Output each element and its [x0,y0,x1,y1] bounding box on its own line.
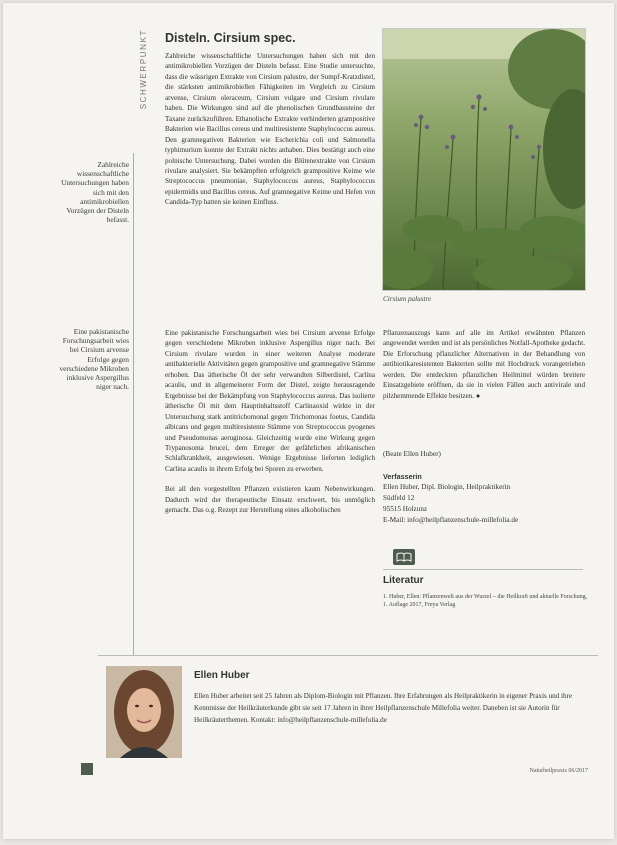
footer-publication: Naturheilpraxis 06/2017 [529,768,588,774]
author-line: 95515 Holzunz [383,505,428,513]
author-email[interactable]: E-Mail: info@heilpflanzenschule-millefolia.de [383,516,519,524]
article-column-b [165,328,375,516]
literature-divider [383,569,583,570]
column-divider [133,153,134,655]
author-bio [98,655,598,778]
article-column-a [165,51,375,208]
paragraph: Zahlreiche wissenschaftliche Untersuchungen haben sich mit den antimikrobiellen Vorzügen der Disteln befasst. Eine Studie untersuchte, dass die wässrigen Extrakte von Cirsium palustre, der Sumpf-Kratzdistel, die stärksten antimikrobiellen Fähigkeiten im Vergleich zu Cirsium arvense, Cirsium oleraceum, Cirsium vulgare und Cirsium rivulare haben. Die Wirkungen sind auf die phenolischen Grundbausteine der Taxane zurückzuführen. Ethanolische Extrakte verhinderten grampositive Bakterien wie Bacillus cereus und multiresistente Staphylococcus aureus. Den gramnegativen Bakterien wie Escherichia coli und Salmonella typhimurium konnte der Extrakt nichts anhaben. Dies bestätigt auch eine polnische Untersuchung. Dabei wurden die Blütenextrakte von Cirsium rivulare analysiert. Sie bekämpften erfolgreich grampositive Keime wie Streptococcus pneumoniae, Staphylococcus aureus, Staphylococcus epidermidis und Bacillus cereus. Auf gramnegative Keime und Hefen von Candida-Typ hatten sie keinen Einfluss. [165,52,375,207]
author-photo [106,666,182,758]
bio-text: Ellen Huber arbeitet seit 25 Jahren als Diplom-Biologin mit Pflanzen. Ihre Erfahrungen als Heilpraktikerin in eigener Praxis und ihre Kenntnisse der Heilkräuterkunde gibt sie seit 17 Jahren in ihrer Heilpflanzenschule Millefolia weiter. Daneben ist sie Autorin für Heilkräuterthemen. Kontakt: info@heilpflanzenschule-millefolia.de [194,692,573,724]
article-column-c [383,328,585,401]
end-mark: ● [475,391,481,400]
paragraph [383,328,585,401]
photo-caption: Cirsium palustre [383,295,432,303]
author-line: Ellen Huber, Dipl. Biologin, Heilpraktikerin [383,483,511,491]
sidenote-1: Zahlreiche wissenschaftliche Untersuchungen haben sich mit den antimikrobiellen Vorzügen der Disteln befasst. [61,160,129,225]
paragraph-text: Pflanzenauszugs kann auf alle im Artikel erwähnten Pflanzen angewendet werden und ist als persönliches Notfall-Apotheke gedacht. Die Erforschung pflanzlicher Alternativen in der Behandlung von antibiotikaresistenten Bakterien sollte mit Hochdruck vorangetrieben werden. Die entdeckten pflanzlichen Heilmittel würden breitere Einsatzgebiete eröffnen, da sie in vielen Fällen auch antivirale und pilzhemmende Effekte besitzen. [383,329,585,400]
literature-title: Literatur [383,575,424,586]
page-number-marker [81,763,93,775]
magazine-page [3,3,614,839]
article-title: Disteln. Cirsium spec. [165,31,296,45]
source-line: (Beate Ellen Huber) [383,450,441,458]
book-icon [393,549,415,565]
author-block [383,471,593,526]
author-label: Verfasserin [383,472,422,481]
section-label: SCHWERPUNKT [139,29,148,110]
literature-item: 1. Huber, Ellen: Pflanzenwelt aus der Wurzel – die Heilkraft und aktuelle Forschung, 1. Auflage 2017, Freya Verlag [383,594,588,609]
sidenote-2: Eine pakistanische Forschungsarbeit wies bei Cirsium arvense Erfolge gegen verschiedene Mikroben inklusive Aspergillus niger nach. [59,327,129,392]
paragraph: Eine pakistanische Forschungsarbeit wies bei Cirsium arvense Erfolge gegen verschiedene Mikroben inklusive Aspergillus niger nach. Bei Cirsium rivulare wurden in einer weiteren Analyse moderate antibakterielle Aktivitäten gegen grampositive und gramnegative Stämme erhoben. Das ätherische Öl der sehr verwandten Silberdistel, Carlina acaulis, und in allgemeinerer Form der Distel, zeigte herausragende Ergebnisse bei der Bekämpfung von Staphylococcus aureus. Das isolierte ätherische Öl mit dem Hauptinhaltsstoff Carlinaoxid wirkte in der Untersuchung stark antitrichomonal gegen Trichomonas foetus, Candida albicans und gegen multiresistente Stämme von Streptococcus pyogenes und Pseudomonas aeruginosa. Gleichzeitig wurde eine Wirkung gegen Trypanosoma brucei, dem Erreger der gefährlichen afrikanischen Schlafkrankheit, ausgewiesen. Wenige Ergebnisse lieferten lediglich Carlina acaulis in ihrem Erfolg bei Sporen zu erwerben. [165,329,375,473]
author-line: Südfeld 12 [383,494,415,502]
paragraph: Bei all den vorgestellten Pflanzen existieren kaum Nebenwirkungen. Dadurch wird der therapeutische Einsatz erschwert, bis unmöglich gemacht. Das o.g. Rezept zur Herstellung eines alkoholischen [165,485,375,515]
author-portrait [106,666,182,758]
thistle-meadow-image [383,29,585,290]
bio-name: Ellen Huber [194,670,250,681]
thistle-photo [382,28,586,291]
